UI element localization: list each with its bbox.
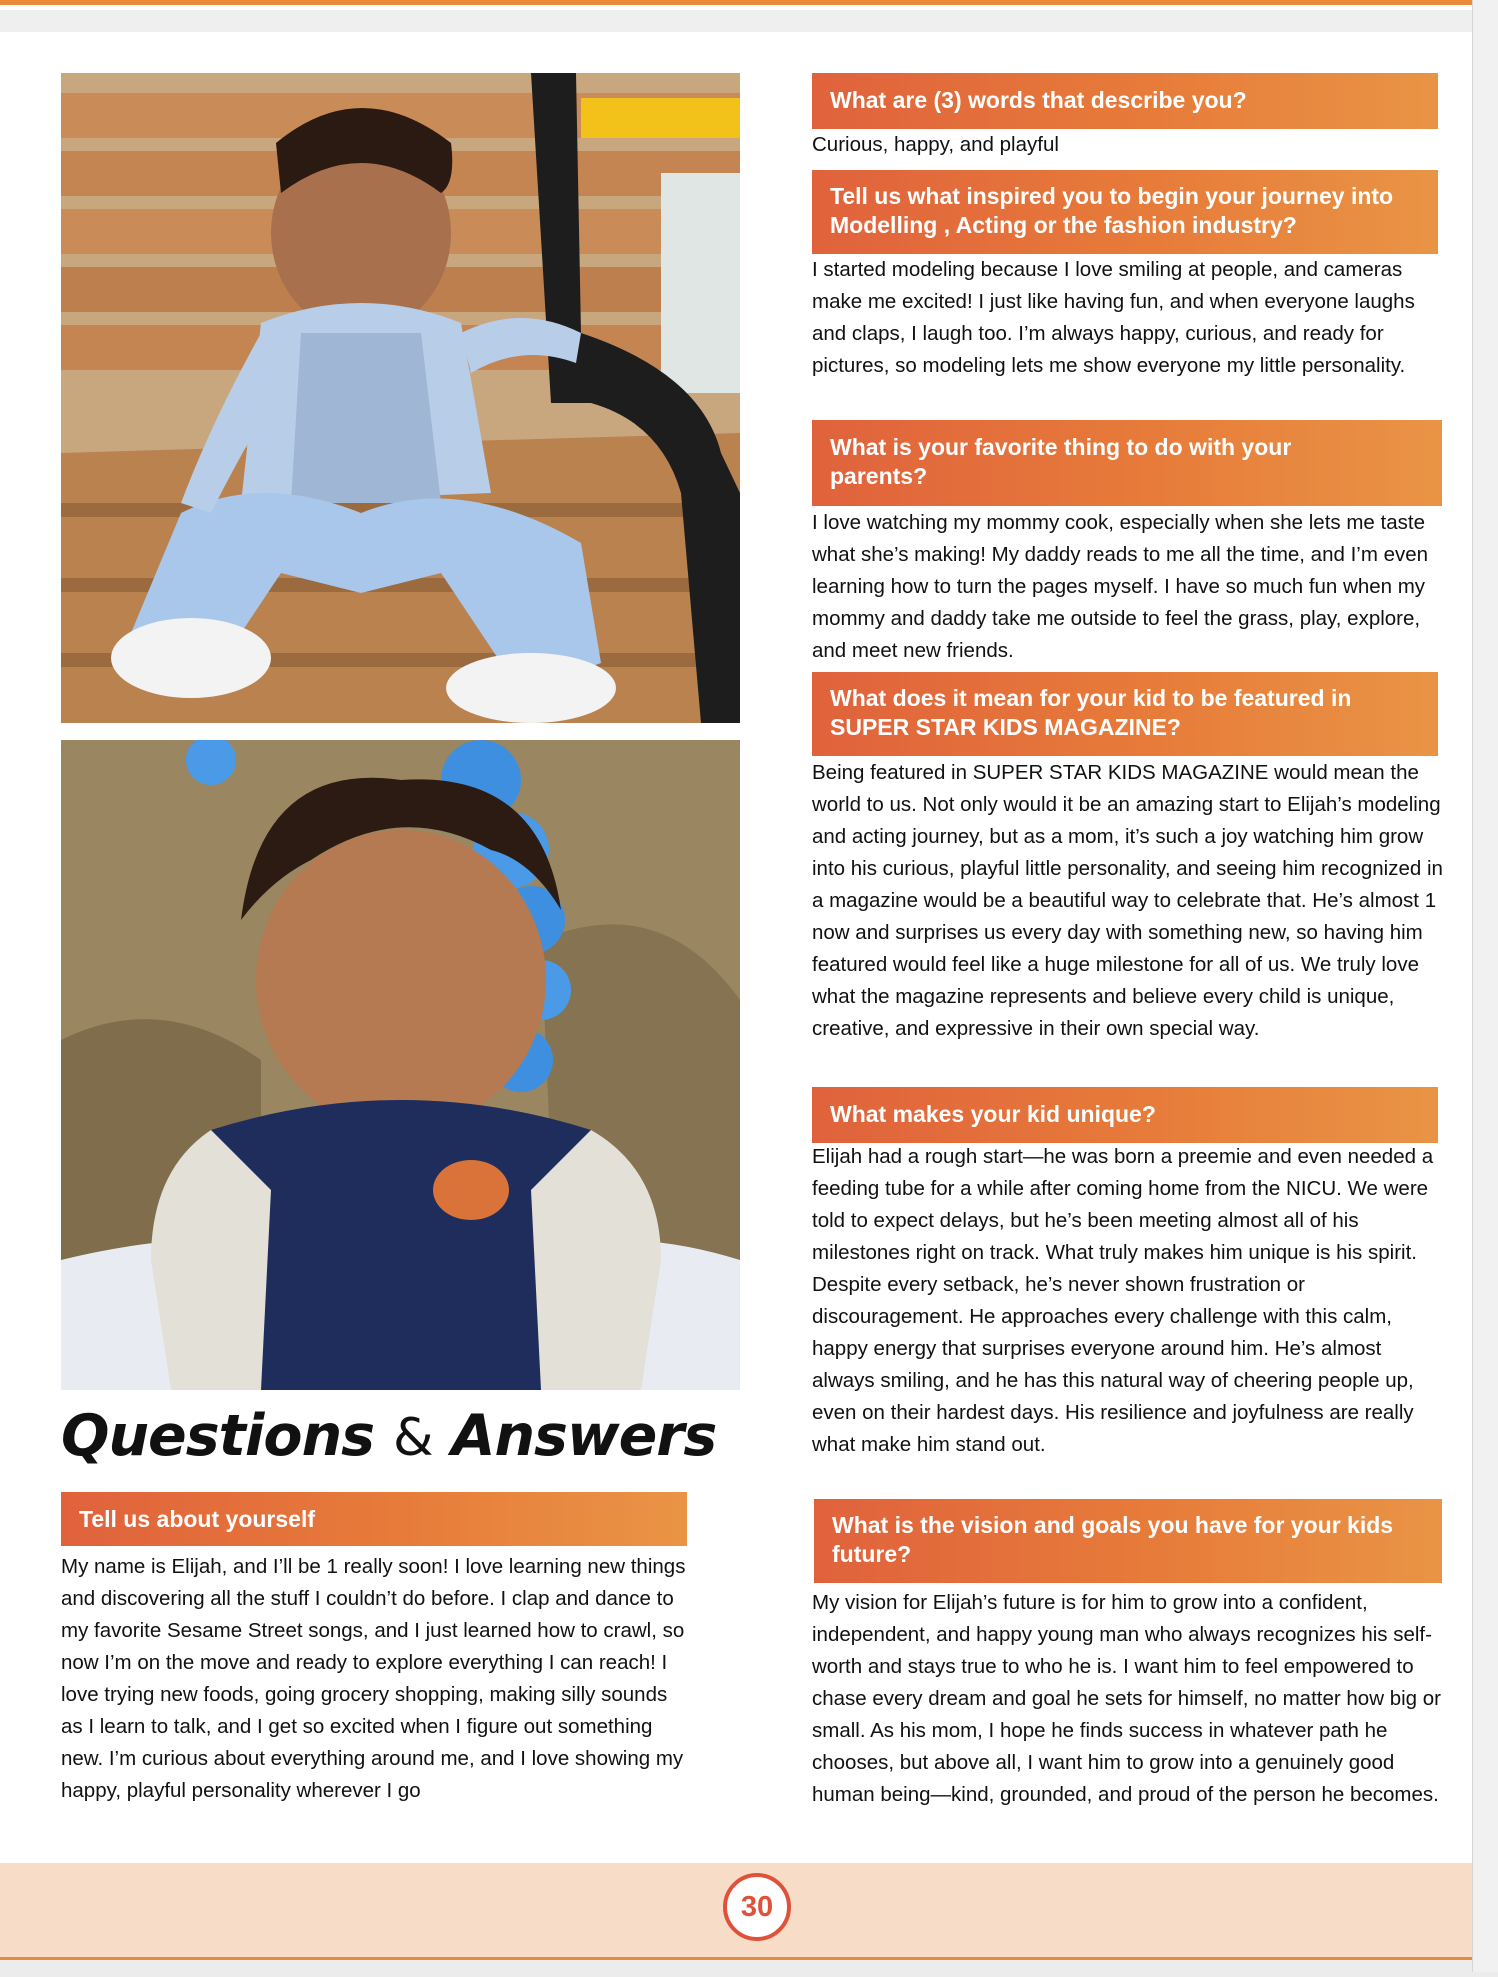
bottom-band	[0, 1957, 1472, 1977]
answer-featured: Being featured in SUPER STAR KIDS MAGAZINE would mean the world to us. Not only would it be an amazing start to Elijah’s modeling and acting journey, but as a mom, it’s such a joy watching him grow into his curious, playful little personality, and seeing him recognized in a magazine would be a beautiful way to celebrate that. He’s almost 1 now and surprises us every day with something new, so having him featured would feel like a huge milestone for all of us. We truly love what the magazine represents and believe every child is unique, creative, and expressive in their own special way.	[812, 761, 1443, 1040]
answer-inspiration: I started modeling because I love smiling at people, and cameras make me excited! I just like having fun, and when everyone laughs and claps, I laugh too. I’m always happy, curious, and ready for pictures, so modeling lets me show everyone my little personality.	[812, 258, 1415, 377]
question-header-favorite-thing	[812, 420, 1442, 506]
question-header-about-yourself	[61, 1492, 687, 1546]
answer-unique: Elijah had a rough start—he was born a preemie and even needed a feeding tube for a while after coming home from the NICU. We were told to expect delays, but he’s been meeting almost all of his milestones right on track. What truly makes him unique is his spirit. Despite every setback, he’s never shown frustration or discouragement. He approaches every challenge with this calm, happy energy that surprises everyone around him. He’s almost always smiling, and he has this natural way of cheering people up, even on their hardest days. His resilience and joyfulness are really what make him stand out.	[812, 1145, 1434, 1456]
page-number: 30	[740, 1890, 774, 1923]
question-text: Tell us about yourself	[79, 1506, 315, 1532]
question-text: What makes your kid unique?	[830, 1101, 1156, 1127]
question-header-inspiration	[812, 170, 1438, 254]
question-text: What are (3) words that describe you?	[830, 87, 1247, 113]
baby-in-varsity-jacket-photo	[61, 740, 740, 1390]
page-number-badge	[723, 1873, 791, 1941]
answer-about-yourself: My name is Elijah, and I’ll be 1 really soon! I love learning new things and discovering all the stuff I couldn’t do before. I clap and dance to my favorite Sesame Street songs, and I just learned how to crawl, so now I’m on the move and ready to explore everything I can reach! I love trying new foods, going grocery shopping, making silly sounds as I learn to talk, and I get so excited when I figure out something new. I’m curious about everything around me, and I love showing my happy, playful personality wherever I go	[61, 1555, 686, 1802]
question-header-vision	[814, 1499, 1442, 1583]
answer-vision: My vision for Elijah’s future is for him to grow into a confident, independent, and happy young man who always recognizes his self-worth and stays true to who he is. I want him to feel empowered to chase every dream and goal he sets for himself, no matter how big or small. As his mom, I hope he finds success in whatever path he chooses, but above all, I want him to grow into a genuinely good human being—kind, grounded, and proud of the person he becomes.	[812, 1591, 1441, 1806]
qa-title-part2: Answers	[451, 1403, 717, 1469]
question-text: What does it mean for your kid to be featured in SUPER STAR KIDS MAGAZINE?	[830, 685, 1352, 740]
answer-favorite-thing: I love watching my mommy cook, especially when she lets me taste what she’s making! My daddy reads to me all the time, and I’m even learning how to turn the pages myself. I have so much fun when my mommy and daddy take me outside to feel the grass, play, explore, and meet new friends.	[812, 511, 1429, 662]
question-text: Tell us what inspired you to begin your journey into Modelling , Acting or the fashion industry?	[830, 183, 1394, 238]
answer-three-words: Curious, happy, and playful	[812, 133, 1059, 156]
question-header-unique	[812, 1087, 1438, 1143]
question-text: What is the vision and goals you have for your kids future?	[832, 1512, 1394, 1567]
baby-on-bench-photo	[61, 73, 740, 723]
top-band	[0, 10, 1472, 32]
qa-section-title	[61, 1403, 741, 1483]
question-header-three-words	[812, 73, 1438, 129]
question-text: What is your favorite thing to do with your parents?	[830, 434, 1292, 489]
qa-title-part1: Questions	[61, 1403, 375, 1469]
viewer-right-gutter	[1472, 0, 1498, 1972]
qa-title-ampersand: &	[392, 1408, 433, 1468]
question-header-featured	[812, 672, 1438, 756]
